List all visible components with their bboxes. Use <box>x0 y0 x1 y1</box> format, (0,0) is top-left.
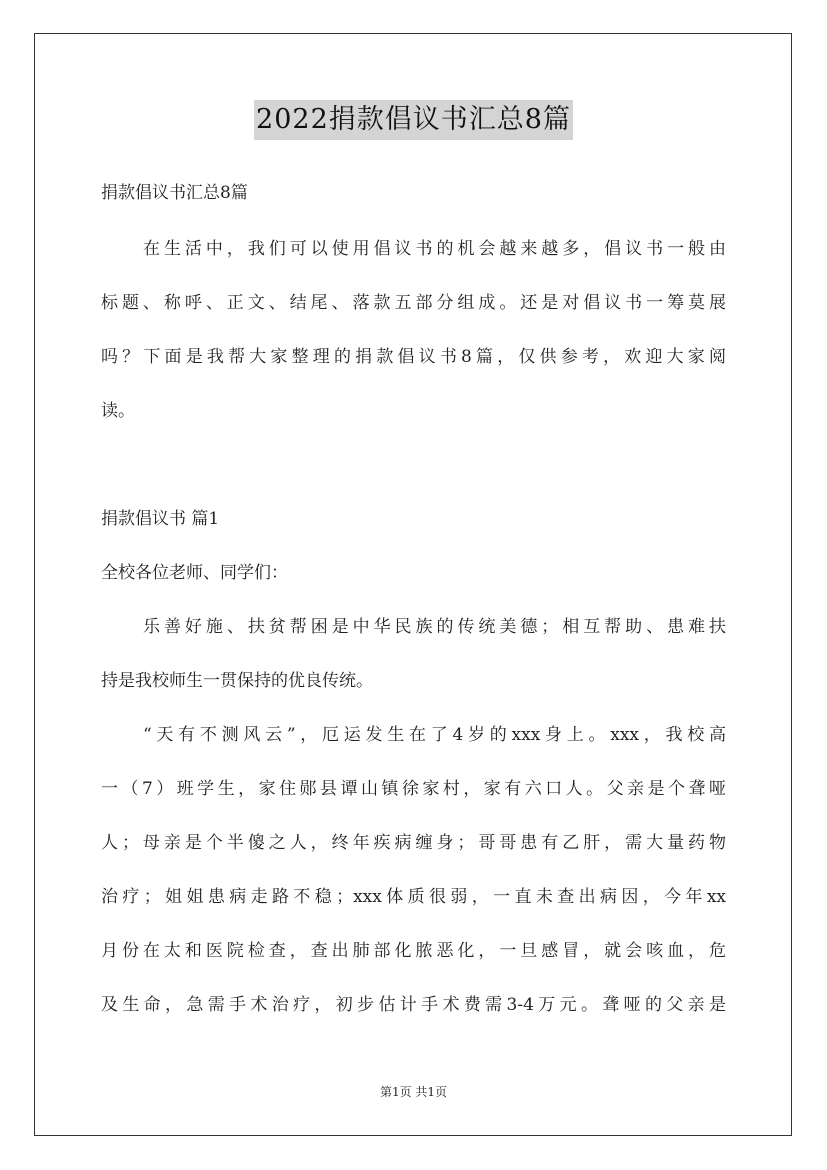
section-heading: 捐款倡议书 篇1 <box>101 509 220 529</box>
title-container <box>0 100 827 140</box>
body-line: 持是我校师生一贯保持的优良传统。 <box>101 671 373 691</box>
body-line: 人；母亲是个半傻之人，终年疾病缠身；哥哥患有乙肝，需大量药物 <box>101 833 726 853</box>
intro-line: 吗？下面是我帮大家整理的捐款倡议书8篇，仅供参考，欢迎大家阅 <box>101 347 726 367</box>
page-footer: 第1页 共1页 <box>379 1085 448 1099</box>
body-line: 月份在太和医院检查，查出肺部化脓恶化，一旦感冒，就会咳血，危 <box>101 941 726 961</box>
body-line: 乐善好施、扶贫帮困是中华民族的传统美德；相互帮助、患难扶 <box>143 617 726 637</box>
intro-line: 读。 <box>101 401 135 421</box>
body-line: “天有不测风云”，厄运发生在了4岁的xxx身上。xxx，我校高 <box>143 725 726 745</box>
body-line: 及生命，急需手术治疗，初步估计手术费需3-4万元。聋哑的父亲是 <box>101 995 726 1015</box>
intro-line: 在生活中，我们可以使用倡议书的机会越来越多，倡议书一般由 <box>143 239 726 259</box>
document-subtitle: 捐款倡议书汇总8篇 <box>101 183 248 203</box>
salutation: 全校各位老师、同学们： <box>101 563 288 583</box>
document-title: 2022捐款倡议书汇总8篇 <box>254 100 573 140</box>
intro-line: 标题、称呼、正文、结尾、落款五部分组成。还是对倡议书一筹莫展 <box>101 293 726 313</box>
body-line: 一（7）班学生，家住郧县谭山镇徐家村，家有六口人。父亲是个聋哑 <box>101 779 726 799</box>
body-line: 治疗；姐姐患病走路不稳；xxx体质很弱，一直未查出病因，今年xx <box>101 887 726 907</box>
